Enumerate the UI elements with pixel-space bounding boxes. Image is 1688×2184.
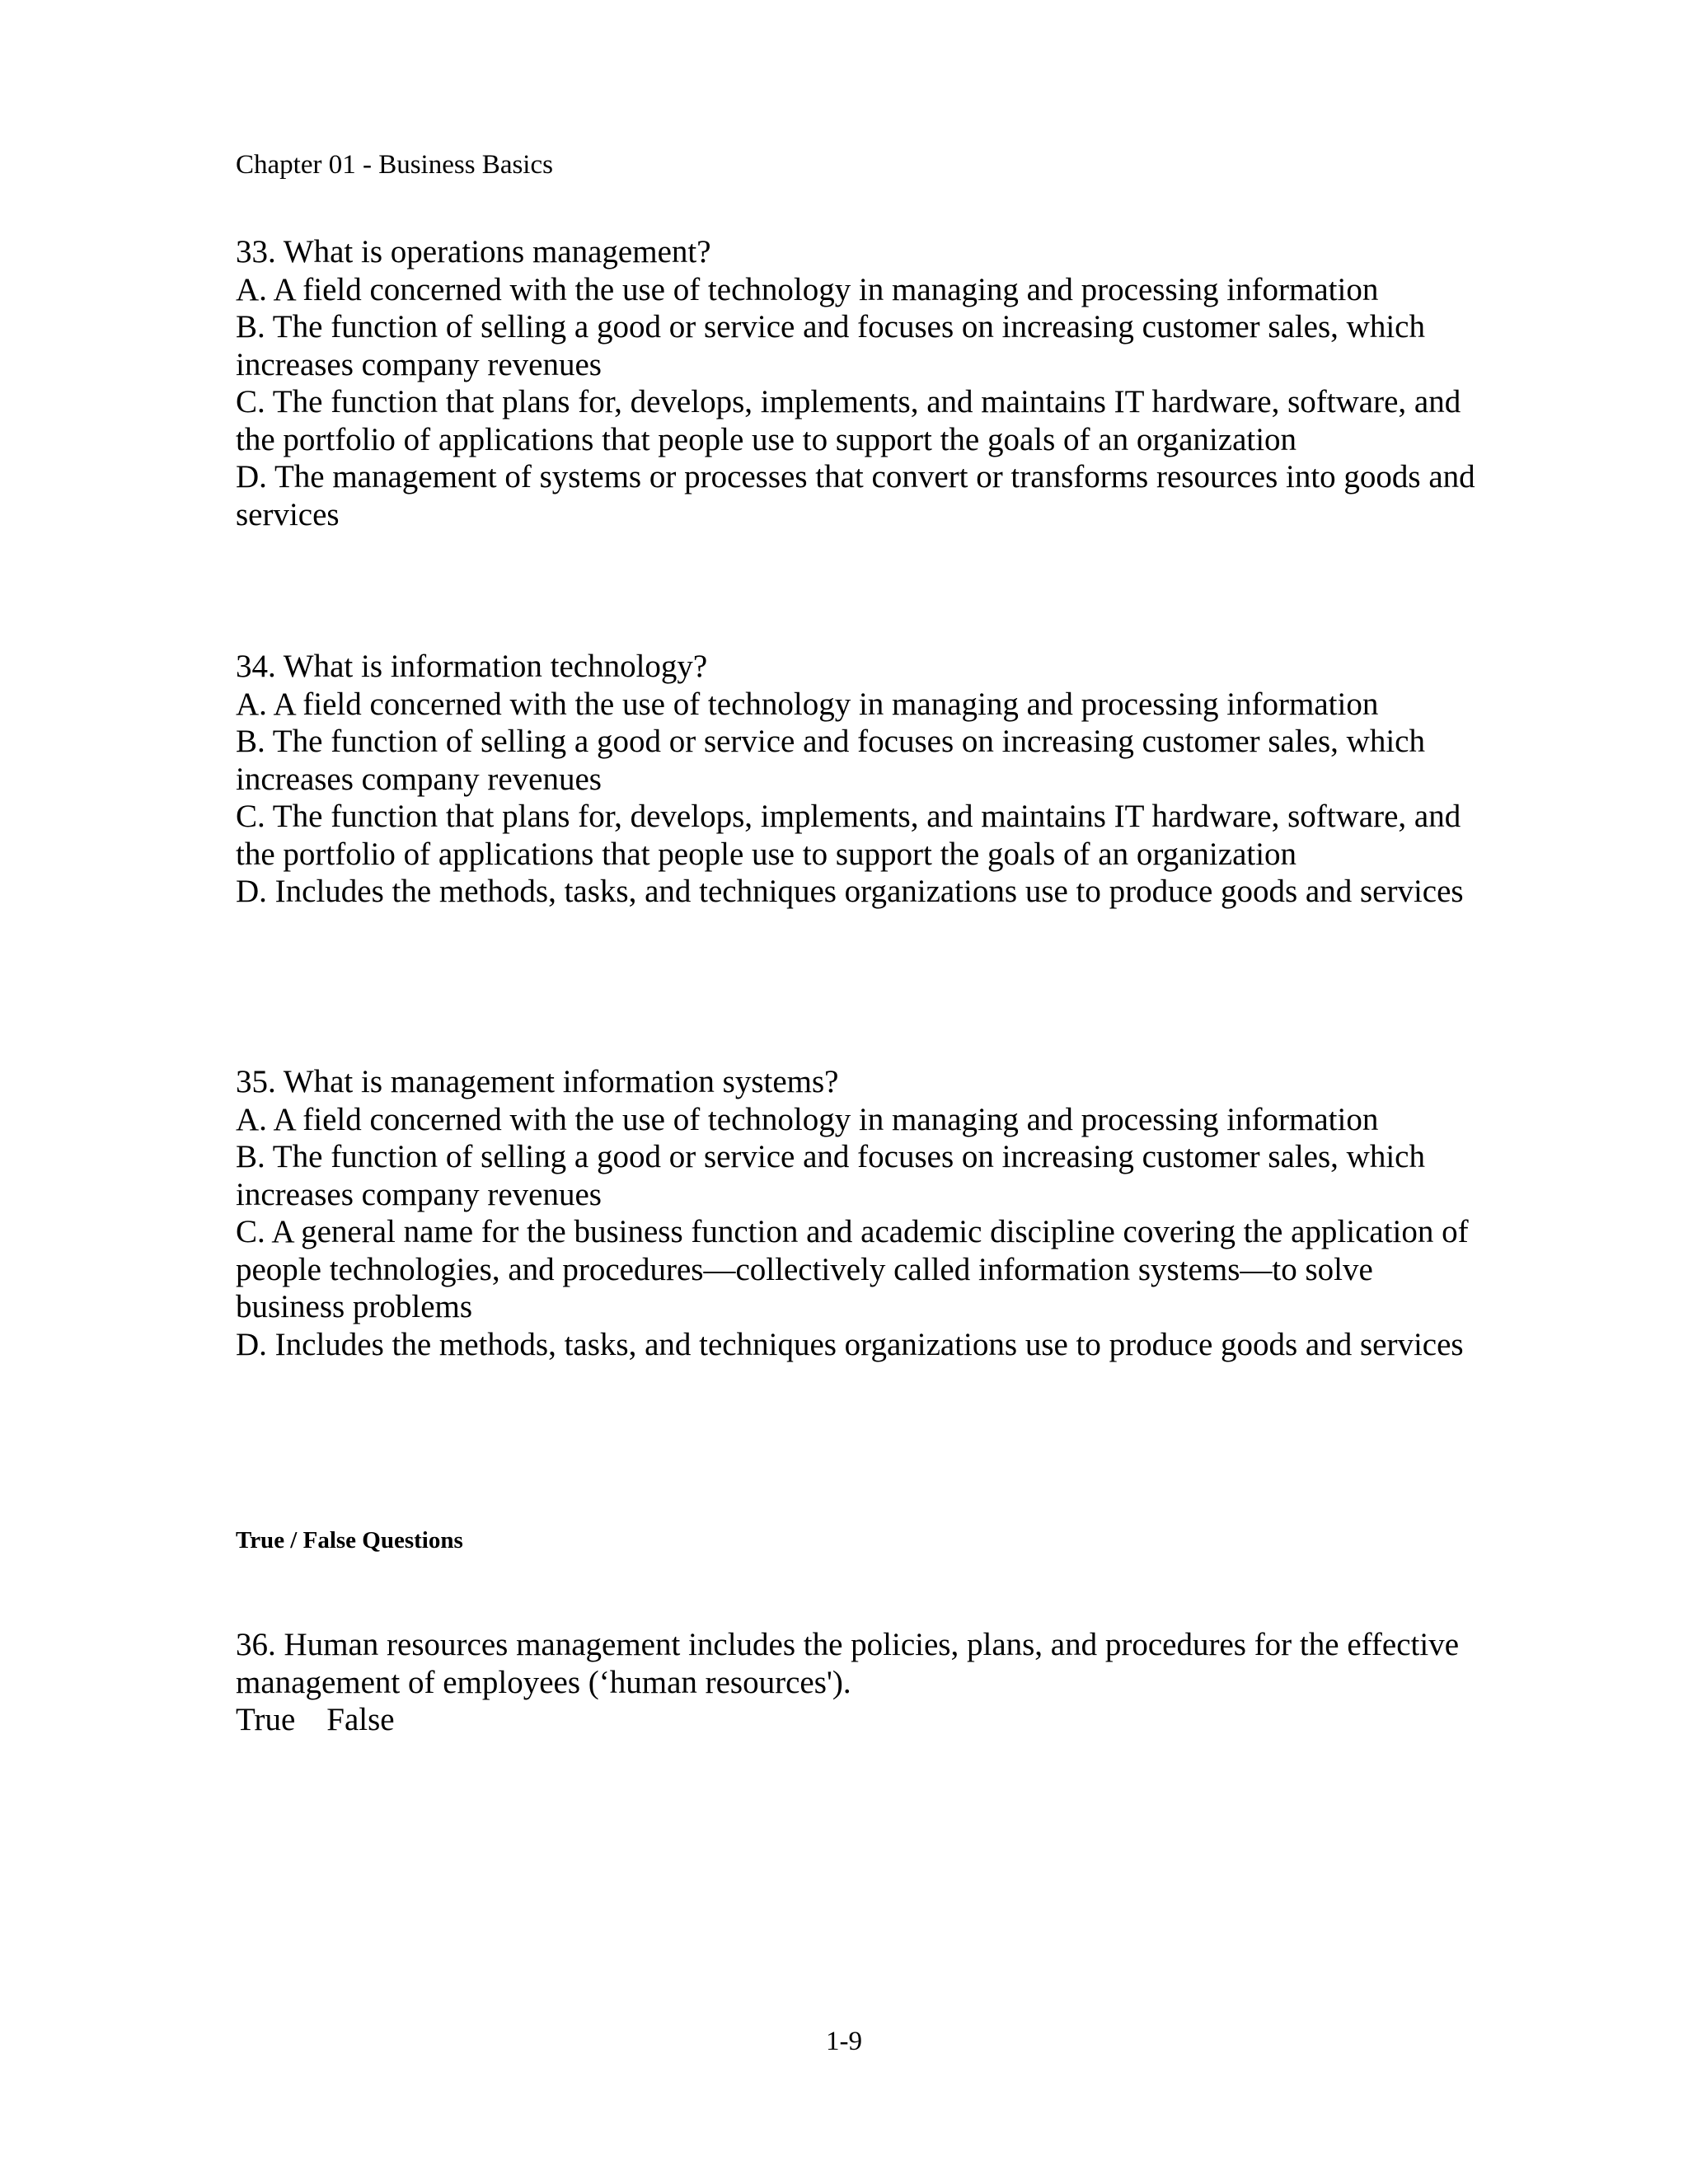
question-stem: 36. Human resources management includes the policies, plans, and procedures for the effective management of employees (‘human resources'). (236, 1627, 1459, 1700)
option-b: B. The function of selling a good or service and focuses on increasing customer sales, which increases company revenues (236, 724, 1425, 797)
question-36 (236, 1626, 1489, 1739)
true-option: True (236, 1702, 296, 1737)
option-b: B. The function of selling a good or service and focuses on increasing customer sales, which increases company revenues (236, 1139, 1425, 1212)
option-c: C. The function that plans for, develops, implements, and maintains IT hardware, software, and the portfolio of applications that people use to support the goals of an organization (236, 799, 1461, 872)
question-33 (236, 233, 1489, 533)
option-d: D. Includes the methods, tasks, and techniques organizations use to produce goods and services (236, 874, 1464, 909)
page-number: 1-9 (826, 2027, 862, 2056)
option-a: A. A field concerned with the use of technology in managing and processing information (236, 271, 1379, 307)
option-c: C. A general name for the business function and academic discipline covering the application of people technologies, and procedures—collectively called information systems—to solve business problems (236, 1214, 1469, 1324)
option-b: B. The function of selling a good or service and focuses on increasing customer sales, which increases company revenues (236, 309, 1425, 382)
option-a: A. A field concerned with the use of technology in managing and processing information (236, 1101, 1379, 1137)
false-option: False (326, 1702, 395, 1737)
option-d: D. Includes the methods, tasks, and techniques organizations use to produce goods and services (236, 1326, 1464, 1362)
question-stem: 34. What is information technology? (236, 649, 708, 684)
option-c: C. The function that plans for, develops, implements, and maintains IT hardware, software, and the portfolio of applications that people use to support the goals of an organization (236, 384, 1461, 457)
question-stem: 35. What is management information systems? (236, 1064, 839, 1099)
question-stem: 33. What is operations management? (236, 234, 711, 269)
option-a: A. A field concerned with the use of technology in managing and processing information (236, 686, 1379, 722)
true-false-options (236, 1701, 1489, 1739)
question-34 (236, 648, 1489, 911)
chapter-header: Chapter 01 - Business Basics (236, 150, 553, 180)
question-35 (236, 1063, 1489, 1363)
option-d: D. The management of systems or processes that convert or transforms resources into goods and services (236, 459, 1475, 532)
true-false-section-heading: True / False Questions (236, 1527, 463, 1554)
